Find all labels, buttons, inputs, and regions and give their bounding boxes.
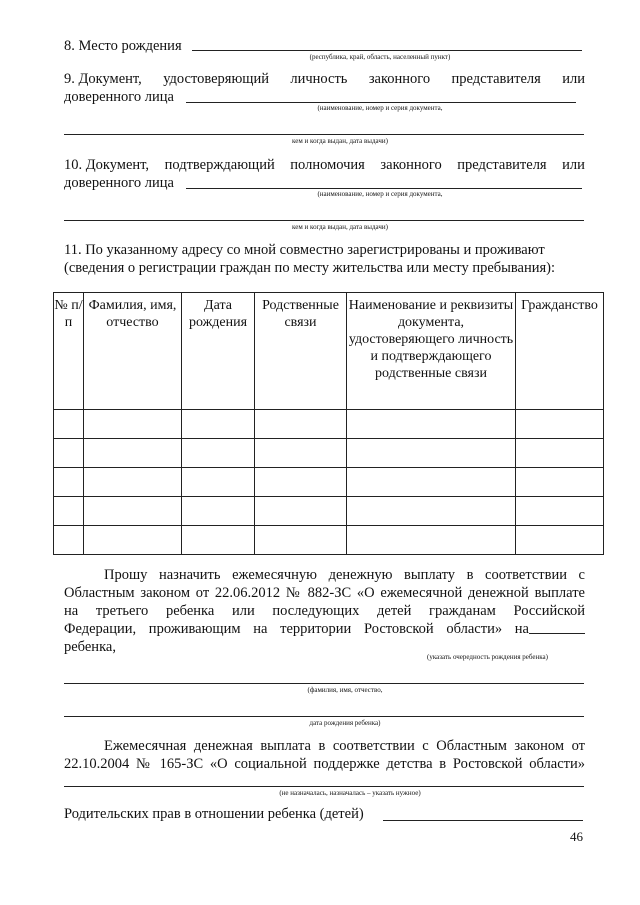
representative-document-field[interactable] xyxy=(186,102,576,103)
table-cell[interactable] xyxy=(84,439,182,468)
cohabitants-table xyxy=(53,292,604,555)
table-cell[interactable] xyxy=(347,526,516,555)
payment-line2: 22.10.2004 № 165-ЗС «О социальной поддержке детства в Ростовской области» xyxy=(64,756,585,772)
item10-word: подтверждающий xyxy=(164,157,275,173)
request-line3: на третьего ребенка или последующих детей гражданам Российской xyxy=(64,603,585,619)
table-cell[interactable] xyxy=(516,410,604,439)
table-header-row xyxy=(54,293,604,410)
parental-rights-label: Родительских прав в отношении ребенка (детей) xyxy=(64,806,364,822)
table-cell[interactable] xyxy=(182,526,255,555)
table-cell[interactable] xyxy=(347,410,516,439)
col-fio-header: Фамилия, имя, отчество xyxy=(84,293,182,410)
item9-word: 9. Документ, xyxy=(64,71,142,87)
item9-word: законного xyxy=(368,71,431,87)
item10-word: или xyxy=(562,157,585,173)
table-cell[interactable] xyxy=(84,526,182,555)
item10-word: полномочия xyxy=(290,157,365,173)
table-cell[interactable] xyxy=(182,410,255,439)
table-cell[interactable] xyxy=(255,526,347,555)
item11-line2: (сведения о регистрации граждан по месту жительства или месту пребывания): xyxy=(64,260,556,276)
birthplace-hint: (республика, край, область, населенный пункт) xyxy=(309,53,451,61)
representative-document-issued-field[interactable] xyxy=(64,134,584,135)
table-cell[interactable] xyxy=(255,439,347,468)
item9-word: представителя xyxy=(451,71,541,87)
request-line4: Федерации, проживающим на территории Ростовской области» на xyxy=(64,621,529,637)
request-line5: ребенка, xyxy=(64,639,116,655)
item9-word: удостоверяющий xyxy=(163,71,269,87)
table-cell[interactable] xyxy=(516,439,604,468)
item9-hint2: кем и когда выдан, дата выдачи) xyxy=(292,137,388,145)
child-order-field[interactable] xyxy=(529,633,585,634)
child-fio-field[interactable] xyxy=(64,683,584,684)
table-cell[interactable] xyxy=(255,497,347,526)
item9-line2: доверенного лица xyxy=(64,89,174,105)
child-fio-hint: (фамилия, имя, отчество, xyxy=(307,686,383,694)
item9-line1 xyxy=(64,71,585,88)
child-birthdate-field[interactable] xyxy=(64,716,584,717)
page-number: 46 xyxy=(570,829,583,844)
item10-word: представителя xyxy=(457,157,547,173)
authority-document-field[interactable] xyxy=(186,188,582,189)
payment-line1: Ежемесячная денежная выплата в соответствии с Областным законом от xyxy=(104,738,585,754)
col-document-header: Наименование и реквизиты документа, удостоверяющего личность и подтверждающего родственные связи xyxy=(347,293,516,410)
table-cell[interactable] xyxy=(347,439,516,468)
table-cell[interactable] xyxy=(54,526,84,555)
table-cell[interactable] xyxy=(182,468,255,497)
table-cell[interactable] xyxy=(54,468,84,497)
payment-status-field[interactable] xyxy=(64,786,584,787)
birthplace-label: 8. Место рождения xyxy=(64,38,182,54)
table-cell[interactable] xyxy=(255,410,347,439)
item9-word: или xyxy=(562,71,585,87)
col-citizenship-header: Гражданство xyxy=(516,293,604,410)
table-cell[interactable] xyxy=(516,526,604,555)
table-cell[interactable] xyxy=(182,497,255,526)
child-order-hint: (указать очередность рождения ребенка) xyxy=(427,653,548,661)
item9-word: личность xyxy=(290,71,348,87)
birthplace-field[interactable] xyxy=(192,50,582,51)
col-birthdate-header: Дата рождения xyxy=(182,293,255,410)
request-line1: Прошу назначить ежемесячную денежную выплату в соответствии с xyxy=(104,567,585,583)
authority-document-issued-field[interactable] xyxy=(64,220,584,221)
col-relation-header: Родственные связи xyxy=(255,293,347,410)
table-cell[interactable] xyxy=(255,468,347,497)
table-cell[interactable] xyxy=(347,497,516,526)
item9-hint1: (наименование, номер и серия документа, xyxy=(317,104,443,112)
table-row xyxy=(54,439,604,468)
table-cell[interactable] xyxy=(182,439,255,468)
table-cell[interactable] xyxy=(84,410,182,439)
item10-word: 10. Документ, xyxy=(64,157,150,173)
col-number-header: № п/п xyxy=(54,293,84,410)
item10-hint2: кем и когда выдан, дата выдачи) xyxy=(292,223,388,231)
table-cell[interactable] xyxy=(84,468,182,497)
parental-rights-field[interactable] xyxy=(383,820,583,821)
table-cell[interactable] xyxy=(347,468,516,497)
table-row xyxy=(54,526,604,555)
item10-hint1: (наименование, номер и серия документа, xyxy=(317,190,443,198)
table-cell[interactable] xyxy=(84,497,182,526)
table-cell[interactable] xyxy=(54,439,84,468)
payment-status-hint: (не назначалась, назначалась – указать нужное) xyxy=(279,789,421,797)
child-birthdate-hint: дата рождения ребенка) xyxy=(309,719,381,727)
item10-line2: доверенного лица xyxy=(64,175,174,191)
item10-word: законного xyxy=(380,157,442,173)
item11-line1: 11. По указанному адресу со мной совместно зарегистрированы и проживают xyxy=(64,242,545,258)
table-row xyxy=(54,410,604,439)
table-row xyxy=(54,468,604,497)
item10-line1 xyxy=(64,157,585,174)
request-line2: Областным законом от 22.06.2012 № 882-ЗС «О ежемесячной денежной выплате xyxy=(64,585,585,601)
table-cell[interactable] xyxy=(516,497,604,526)
table-cell[interactable] xyxy=(516,468,604,497)
table-cell[interactable] xyxy=(54,497,84,526)
table-row xyxy=(54,497,604,526)
table-cell[interactable] xyxy=(54,410,84,439)
